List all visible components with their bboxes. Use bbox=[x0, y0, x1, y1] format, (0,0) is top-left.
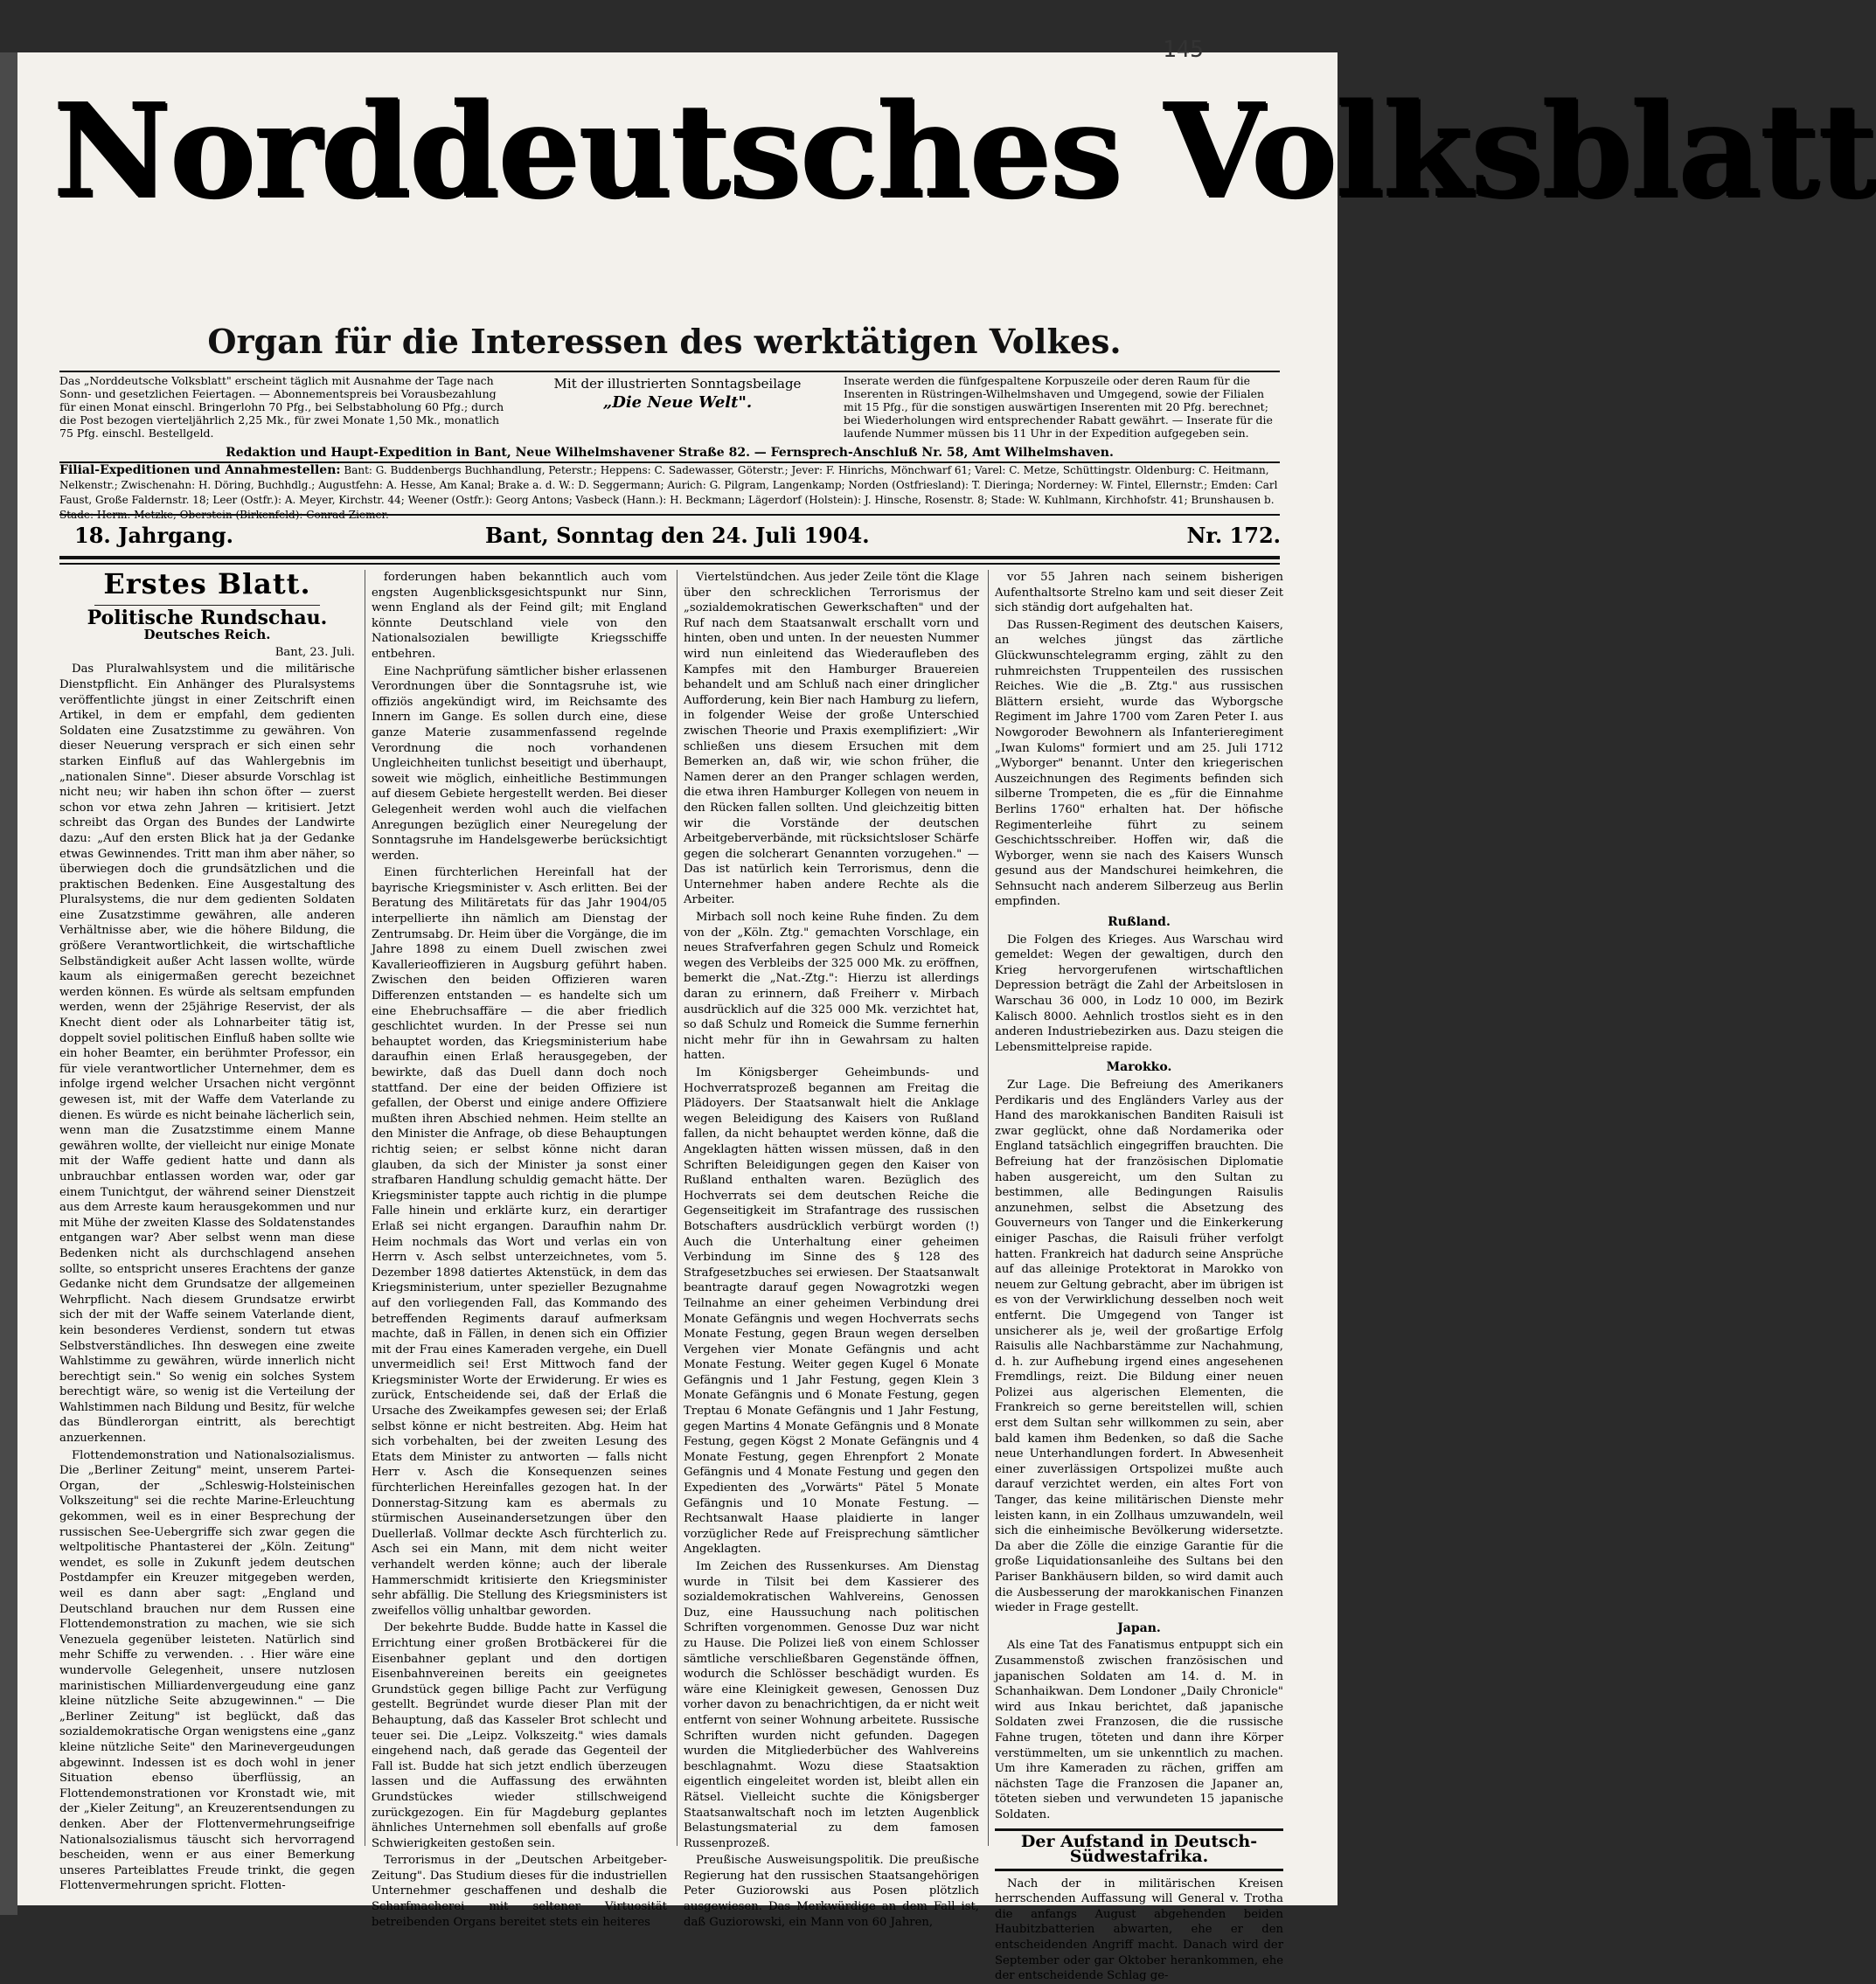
header-rule-top bbox=[59, 371, 1280, 372]
supplement-info bbox=[542, 374, 813, 444]
subsection-heading: Deutsches Reich. bbox=[143, 627, 271, 643]
article-paragraph: Die Folgen des Krieges. Aus Warschau wird gemeldet: Wegen der gewaltigen, durch den Krieg hervorgerufenen wirtschaftlichen Depression beträgt die Zahl der Arbeitslosen in Warschau 36 000, in Lodz 10 000, im Bezirk Kalisch 8000. Aehnlich trostlos sieht es in den anderen Industriebezirken aus. Dazu steigen die Lebensmittelpreise rapide. bbox=[995, 933, 1283, 1054]
article-paragraph: Als eine Tat des Fanatismus entpuppt sich ein Zusammenstoß zwischen französischen und japanischen Soldaten am 14. d. M. in Schanhaikwan. Dem Londoner „Daily Chronicle" wird aus Inkau berichtet, daß japanische Soldaten zwei Franzosen, die die russische Fahne trugen, töteten und dann ihre Körper verstümmelten, um sie unkenntlich zu machen. Um ihre Kameraden zu rächen, griffen am nächsten Tage die Franzosen die Japaner an, töteten sieben und verwundeten 15 japanische Soldaten. bbox=[995, 1639, 1283, 1821]
column-divider bbox=[988, 570, 989, 1846]
column-3 bbox=[684, 570, 979, 1929]
article-paragraph: Eine Nachprüfung sämtlicher bisher erlassenen Verordnungen über die Sonntagsruhe ist, wie offiziös angekündigt wird, im Reichsamte des Innern im Gange. Es sollen durch eine, diese ganze Materie zusammenfassend regelnde Verordnung die noch vorhandenen Ungleichheiten tunlichst beseitigt und überhaupt, soweit wie möglich, einheitliche Bestimmungen auf diesem Gebiete hergestellt werden. Bei dieser Gelegenheit werden wohl auch die vielfachen Anregungen bezüglich einer Neuregelung der Sonntagsruhe im Handelsgewerbe berücksichtigt werden. bbox=[372, 664, 667, 863]
article-paragraph: Terrorismus in der „Deutschen Arbeitgeber-Zeitung". Das Studium dieses für die industriellen Unternehmer geschaffenen und deshalb die Scharfmacherei mit seltener Virtuosität betreibenden Organs bereitet stets ein heiteres bbox=[372, 1854, 667, 1929]
advertising-info: Inserate werden die fünfgespaltene Korpuszeile oder deren Raum für die Inserenten in Rüstringen-Wilhelmshaven und Umgegend, sowie der Filialen mit 15 Pfg., für die sonstigen auswärtigen Inserenten mit 20 Pfg. berechnet; bei Wiederholungen wird entsprechender Rabatt gewährt. — Inserate für die laufende Nummer müssen bis 11 Uhr in der Expedition aufgegeben sein. bbox=[844, 374, 1273, 440]
article-paragraph: Das Russen-Regiment des deutschen Kaisers, an welches jüngst das zärtliche Glückwunschtelegramm erging, zählt zu den ruhmreichsten Truppenteilen des russischen Reiches. Wie die „B. Ztg." aus russischen Blättern ersieht, wurde das Wyborgsche Regiment im Jahre 1700 vom Zaren Peter I. aus Nowgoroder Bewohnern als Infanterieregiment „Iwan Kuloms" formiert und am 25. Juli 1712 „Wyborger" benannt. Unter den kriegerischen Auszeichnungen des Regiments befinden sich silberne Trompeten, die es „für die Einnahme Berlins 1760" erhalten hat. Der höfische Regimenterleihe führt zu seinem Geschichtsschreiber. Hoffen wir, daß die Wyborger, wenn sie nach des Kaisers Wunsch gesund aus der Mandschurei heimkehren, die Sehnsucht nach anderem Silberzeug aus Berlin empfinden. bbox=[995, 618, 1283, 909]
article-paragraph: forderungen haben bekanntlich auch vom engsten Augenblicksgesichtspunkt nur Sinn, wenn England als der Feind gilt; mit England könnte Deutschland viele von den Nationalsozialen bewilligte Kriegsschiffe entbehren. bbox=[372, 571, 667, 661]
article-paragraph: vor 55 Jahren nach seinem bisherigen Aufenthaltsorte Strelno kam und seit dieser Zeit sich ständig dort aufgehalten hat. bbox=[995, 571, 1283, 615]
article-paragraph: Nach der in militärischen Kreisen herrschenden Auffassung will General v. Trotha die anfangs August abgehenden beiden Haubitzbatterien abwarten, ehe er den entscheidenden Angriff macht. Danach wird der September oder gar Oktober herankommen, ehe der entscheidende Schlag ge- bbox=[995, 1876, 1283, 1983]
article-paragraph: Einen fürchterlichen Hereinfall hat der bayrische Kriegsminister v. Asch erlitten. Bei der Beratung des Militäretats für das Jahr 1904/05 interpellierte ihn nämlich am Dienstag der Zentrumsabg. Dr. Heim über die Vorgänge, die im Jahre 1898 zu einem Duell zwischen zwei Kavallerieoffizieren in Augsburg geführt haben. Zwischen den beiden Offizieren waren Differenzen entstanden — es handelte sich um eine Ehebruchsaffäre — die aber friedlich geschlichtet wurden. In der Presse sei nun behauptet worden, das Kriegsministerium habe daraufhin einen Erlaß herausgegeben, der bewirkte, daß das Duell dann doch noch stattfand. Der eine der beiden Offiziere ist gefallen, der Oberst und einige andere Offiziere mußten ihren Abschied nehmen. Heim stellte an den Minister die Anfrage, ob diese Behauptungen richtig seien; er selbst könne nicht daran glauben, da sich der Minister ja sonst einer strafbaren Handlung schuldig gemacht hätte. Der Kriegsminister tappte auch richtig in die plumpe Falle hinein und erklärte kurz, ein derartiger Erlaß sei nicht ergangen. Daraufhin nahm Dr. Heim nochmals das Wort und verlas ein von Herrn v. Asch selbst unterzeichnetes, vom 5. Dezember 1898 datiertes Aktenstück, in dem das Kriegsministerium, unter spezieller Bezugnahme auf den vorliegenden Fall, das Kommando des betreffenden Regiments darauf aufmerksam machte, daß in Fällen, in denen sich ein Offizier mit der Frau eines Kameraden vergehe, ein Duell unvermeidlich sei! Erst Mittwoch fand der Kriegsminister Worte der Erwiderung. Er wies es zurück, Entscheidende sei, daß der Erlaß die Ursache des Zweikampfes gewesen sei; der Erlaß selbst könne er nicht bestreiten. Abg. Heim hat sich vorbehalten, bei der zweiten Lesung des Etats dem Minister zu antworten — falls nicht Herr v. Asch die Konsequenzen seines fürchterlichen Hereinfalles gezogen hat. In der Donnerstag-Sitzung kam es abermals zu stürmischen Auseinandersetzungen über den Duellerlaß. Vollmar deckte Asch fürchterlich zu. Asch sei ein Mann, mit dem nicht weiter verhandelt werden könne; auch der liberale Hammerschmidt kritisierte den Kriegsminister sehr abfällig. Die Stellung des Kriegsministers ist zweifellos völlig unhaltbar geworden. bbox=[372, 866, 667, 1618]
boxed-headline: Der Aufstand in Deutsch-Südwestafrika. bbox=[995, 1828, 1283, 1871]
issue-number: Nr. 172. bbox=[1186, 523, 1281, 548]
article-paragraph: Im Zeichen des Russenkurses. Am Dienstag wurde in Tilsit bei dem Kassierer des sozialdemokratischen Wahlvereins, Genossen Duz, eine Haussuchung nach politischen Schriften vorgenommen. Genosse Duz war nicht zu Hause. Die Polizei ließ von einem Schlosser sämtliche verschließbaren Gegenstände öffnen, wodurch die Schlösser beschädigt wurden. Es wäre eine Kleinigkeit gewesen, Genossen Duz vorher davon zu benachrichtigen, da er nicht weit entfernt von seiner Wohnung arbeitete. Russische Schriften wurden nicht gefunden. Dagegen wurden die Mitgliederbücher des Wahlvereins beschlagnahmt. Wozu diese Staatsaktion eigentlich eingeleitet worden ist, bleibt allen ein Rätsel. Vielleicht suchte die Königsberger Staatsanwaltschaft noch im letzten Augenblick Belastungsmaterial zu dem famosen Russenprozeß. bbox=[684, 1560, 979, 1850]
filial-list: Bant: G. Buddenbergs Buchhandlung, Peterstr.; Heppens: C. Sadewasser, Göterstr.; Jever: F. Hinrichs, Mönchwarf 61; Varel: C. Metze, Schüttingstr. Oldenburg: C. Heitmann, Nelkenstr.; Zwischenahn: H. Döring, Buchhdlg.; Augustfehn: A. Hesse, Am Kanal; Brake a. d. W.: D. Seggermann; Aurich: G. Pilgram, Langenkamp; Norden (Ostfriesland): T. Dieringa; Norderney: W. Fintel, Ellernstr.; Emden: Carl Faust, Große Faldernstr. 18; Leer (Ostfr.): A. Meyer, Kirchstr. 44; Weener (Ostfr.): Georg Antons; Vasbeck (Hann.): H. Beckmann; Lägerdorf (Holstein): J. Hinsche, Rosenstr. 8; Stade: W. Kuhlmann, Kirchhofstr. 41; Brunshausen b. Stade: Herm. Metzke, Oberstein (Birkenfeld): Conrad Ziemer. bbox=[59, 464, 1278, 521]
country-heading: Japan. bbox=[1117, 1620, 1161, 1635]
place-date: Bant, 23. Juli. bbox=[274, 645, 355, 659]
dateline-rule bbox=[59, 556, 1280, 559]
section-heading: Politische Rundschau. bbox=[87, 606, 328, 629]
redaktion-line: Redaktion und Haupt-Expedition in Bant, Neue Wilhelmshavener Straße 82. — Fernsprech-Anschluß Nr. 58, Amt Wilhelmshaven. bbox=[226, 446, 1114, 460]
subscription-info: Das „Norddeutsche Volksblatt" erscheint täglich mit Ausnahme der Tage nach Sonn- und gesetzlichen Feiertagen. — Abonnementspreis bei Vorausbezahlung für einen Monat einschl. Bringerlohn 70 Pfg., bei Selbstabholung 60 Pfg.; durch die Post bezogen vierteljährlich 2,25 Mk., für zwei Monate 1,50 Mk., monatlich 75 Pfg. einschl. Bestellgeld. bbox=[59, 374, 504, 440]
volume-label: 18. Jahrgang. bbox=[74, 523, 234, 548]
article-paragraph: Viertelstündchen. Aus jeder Zeile tönt die Klage über den schrecklichen Terrorismus der „sozialdemokratischen Gewerkschaften" und der Ruf nach dem Staatsanwalt erschallt vorn und hinten, oben und unten. In der neuesten Nummer wird nun einleitend das Wiederaufleben des Kampfes mit den Hamburger Brauereien behandelt und am Schluß nach einer dringlicher Aufforderung, kein Bier nach Hamburg zu liefern, in folgender Weise der große Unterschied zwischen Theorie und Praxis exemplifiziert: „Wir schließen uns diesem Ersuchen mit dem Bemerken an, daß wir, wie schon früher, die Namen derer an den Pranger schlagen werden, die etwa ihren Hamburger Kollegen von neuem in den Rücken fallen sollten. Und gleichzeitig bitten wir die Vorstände der deutschen Arbeitgeberverbände, mit rücksichtsloser Schärfe gegen die solcherart Genannten vorzugehen." — Das ist natürlich kein Terrorismus, denn die Unternehmer haben andere Rechte als die Arbeiter. bbox=[684, 571, 979, 907]
header-rule-low bbox=[59, 514, 1280, 516]
page-number: 145 bbox=[1163, 37, 1204, 63]
section-rule bbox=[94, 605, 320, 606]
article-paragraph: Mirbach soll noch keine Ruhe finden. Zu dem von der „Köln. Ztg." gemachten Vorschlage, ein neues Strafverfahren gegen Schulz und Romeick wegen des Verbleibs der 325 000 Mk. zu eröffnen, bemerkt die „Nat.-Ztg.": Hierzu ist allerdings daran zu erinnern, daß Freiherr v. Mirbach ausdrücklich auf die 325 000 Mk. verzichtet hat, so daß Schulz und Romeick die Summe fernerhin nicht mehr für ihn in Gewahrsam zu halten hatten. bbox=[684, 911, 979, 1063]
binding-edge bbox=[0, 52, 17, 1915]
article-paragraph: Zur Lage. Die Befreiung des Amerikaners Perdikaris und des Engländers Varley aus der Hand des marokkanischen Banditen Raisuli ist zwar geglückt, ohne daß Nordamerika oder England tatsächlich eingegriffen brauchten. Die Befreiung hat der französischen Diplomatie haben ausgereicht, um den Sultan zu bestimmen, alle Bedingungen Raisulis anzunehmen, selbst die Absetzung des Gouverneurs von Tanger und die Einkerkerung einiger Paschas, die Raisuli früher verfolgt hatten. Frankreich hat dadurch seine Ansprüche auf das alleinige Protektorat in Marokko von neuem zur Geltung gebracht, aber im übrigen ist es von der Verwirklichung desselben noch weit entfernt. Die Umgegend von Tanger ist unsicherer als je, weil der großartige Erfolg Raisulis alle Nachbarstämme zur Nachahmung, d. h. zur Aufhebung irgend eines angesehenen Fremdlings, reizt. Die Bildung einer neuen Polizei aus algerischen Elementen, die Frankreich so gerne bereitstellen will, schien erst dem Sultan sehr willkommen zu sein, aber bald kamen ihm Bedenken, so daß die Sache neue Unterhandlungen fordert. In Abwesenheit einer zuverlässigen Ortspolizei mußte auch darauf verzichtet werden, ein altes Fort von Tanger, das keine militärischen Dienste mehr leisten kann, in ein Zollhaus umzuwandeln, weil sich die einheimische Bevölkerung widersetzte. Da aber die Zölle die einzige Garantie für die große Liquidationsanleihe des Sultans bei den Pariser Bankhäusern bilden, so wird damit auch die Ausbesserung der marokkanischen Finanzen wieder in Frage gestellt. bbox=[995, 1079, 1283, 1615]
filial-expeditionen bbox=[59, 463, 1280, 521]
column-2 bbox=[372, 570, 667, 1929]
section-banner: Erstes Blatt. bbox=[103, 567, 311, 600]
supplement-title: „Die Neue Welt". bbox=[602, 393, 753, 412]
article-paragraph: Im Königsberger Geheimbunds- und Hochverratsprozeß begannen am Freitag die Plädoyers. Der Staatsanwalt hielt die Anklage wegen Beleidigung des Kaisers von Rußland fallen, da nicht behauptet werden könne, daß die Angeklagten hätten wissen müssen, daß in den Schriften Beleidigungen gegen den Kaiser von Rußland enthalten waren. Bezüglich des Hochverrats sei dem deutschen Reiche die Gegenseitigkeit im Strafantrage des russischen Botschafters ausdrücklich verbürgt worden (!) Auch die Unterhaltung einer geheimen Verbindung im Sinne des § 128 des Strafgesetzbuches sei erwiesen. Der Staatsanwalt beantragte darauf gegen Nowagrotzki wegen Teilnahme an einer geheimen Verbindung drei Monate Gefängnis und wegen Hochverrats sechs Monate Festung, gegen Braun wegen derselben Vergehen vier Monate Gefängnis und acht Monate Festung. Weiter gegen Kugel 6 Monate Gefängnis und 1 Jahr Festung, gegen Klein 3 Monate Gefängnis und 6 Monate Festung, gegen Treptau 6 Monate Gefängnis und 1 Jahr Festung, gegen Martins 4 Monate Gefängnis und 8 Monate Festung, gegen Kögst 2 Monate Gefängnis und 4 Monate Festung, gegen Ehrenpfort 2 Monate Gefängnis und 4 Monate Festung und gegen den Expedienten des „Vorwärts" Pätel 5 Monate Gefängnis und 10 Monate Festung. — Rechtsanwalt Haase plaidierte in langer vorzüglicher Rede auf Freisprechung sämtlicher Angeklagten. bbox=[684, 1066, 979, 1557]
article-paragraph: Flottendemonstration und Nationalsozialismus. Die „Berliner Zeitung" meint, unserem Partei-Organ, der „Schleswig-Holsteinischen Volkszeitung" sei die rechte Marine-Erleuchtung gekommen, weil es in einer Besprechung der russischen See-Uebergriffe sich zwar gegen die weltpolitische Phantasterei der „Köln. Zeitung" wendet, es solle in Zukunft jedem deutschen Postdampfer ein Kreuzer mitgegeben werden, weil es dann aber sagt: „England und Deutschland brauchen nur dem Russen eine Flottendemonstration zu machen, wie sie sich Venezuela gegenüber leisteten. Natürlich sind mehr Schiffe zu verwenden. . . Hier wäre eine wundervolle Gelegenheit, unsere nutzlosen marinistischen Milliardenvergeudung eine ganz kleine nützliche Seite abzugewinnen." — Die „Berliner Zeitung" ist beglückt, daß das sozialdemokratische Organ wenigstens eine „ganz kleine nützliche Seite" den Marinevergeudungen abgewinnt. Indessen ist es doch wohl in jener Situation ebenso überflüssig, an Flottendemonstrationen vor Kronstadt wie, mit der „Kieler Zeitung", an Kreuzerentsendungen zu denken. Aber der Flottenvermehrungseifrige Nationalsozialismus täuscht sich hervorragend bescheiden, wenn er aus einer Bemerkung unseres Parteiblattes Freude trinkt, die gegen Flottenvermehrungen spricht. Flotten- bbox=[59, 1448, 355, 1893]
country-heading: Rußland. bbox=[1108, 915, 1171, 930]
country-heading: Marokko. bbox=[1106, 1060, 1172, 1075]
date-label: Bant, Sonntag den 24. Juli 1904. bbox=[485, 523, 870, 548]
filial-heading: Filial-Expeditionen und Annahmestellen: bbox=[59, 463, 341, 477]
article-paragraph: Preußische Ausweisungspolitik. Die preußische Regierung hat den russischen Staatsangehörigen Peter Guziorowski aus Posen plötzlich ausgewiesen. Das Merkwürdige an dem Fall ist, daß Guziorowski, ein Mann von 60 Jahren, bbox=[684, 1854, 979, 1929]
masthead-subtitle: Organ für die Interessen des werktätigen Volkes. bbox=[207, 322, 1122, 361]
article-paragraph: Der bekehrte Budde. Budde hatte in Kassel die Errichtung einer großen Brotbäckerei für die Eisenbahner geplant und den dortigen Eisenbahnvereinen bereits ein geeignetes Grundstück gegen billige Pacht zur Verfügung gestellt. Begründet wurde dieser Plan mit der Behauptung, daß das Kasseler Brot schlecht und teuer sei. Die „Leipz. Volkszeitg." wies damals eingehend nach, daß gerade das Gegenteil der Fall ist. Budde hat sich jetzt endlich überzeugen lassen und die Auffassung des erwähnten Grundstückes wieder stillschweigend zurückgezogen. Ein für Magdeburg geplantes ähnliches Unternehmen soll ebenfalls auf große Schwierigkeiten gestoßen sein. bbox=[372, 1621, 667, 1850]
masthead-title: Norddeutsches Volksblatt bbox=[52, 74, 1876, 226]
column-1 bbox=[59, 567, 355, 1893]
article-paragraph: Das Pluralwahlsystem und die militärische Dienstpflicht. Ein Anhänger des Pluralsystems veröffentlichte jüngst in einer Zeitschrift einen Artikel, in dem er empfahl, dem gedienten Soldaten eine Zusatzstimme zu gewähren. Von dieser Neuerung versprach er sich einen sehr starken Einfluß auf das Wahlergebnis im „nationalen Sinne". Dieser absurde Vorschlag ist nicht neu; wir haben ihn schon öfter — zuerst schon vor etwa zehn Jahren — kritisiert. Jetzt schreibt das Organ des Bundes der Landwirte dazu: „Auf den ersten Blick hat ja der Gedanke etwas Gewinnendes. Tritt man ihm aber näher, so überwiegen doch die grundsätzlichen und die praktischen Bedenken. Eine Ausgestaltung des Pluralsystems, die nur dem gedienten Soldaten eine Zusatzstimme gewähren, alle anderen Verhältnisse aber, wie die höhere Bildung, die größere Verantwortlichkeit, die wirtschaftliche Selbständigkeit außer Acht lassen wollte, würde kaum als einigermaßen gerecht bezeichnet werden können. Es würde als seltsam empfunden werden, wenn der 25jährige Reservist, der als Knecht dient oder als Lohnarbeiter tätig ist, doppelt soviel politischen Einfluß haben sollte wie ein hoher Beamter, ein berühmter Professor, ein für viele verantwortlicher Unternehmer, dem es infolge irgend welcher Ursachen nicht vergönnt gewesen ist, mit der Waffe dem Vaterlande zu dienen. Es würde es nicht beinahe lächerlich sein, wenn man die Zusatzstimme einem Manne gewähren wollte, der vielleicht nur einige Monate mit der Waffe gedient hatte und dann als unbrauchbar entlassen worden war, oder gar einem Tunichtgut, der während seiner Dienstzeit aus dem Arreste kaum herausgekommen und nur mit Mühe der zweiten Klasse des Soldatenstandes entgangen war? Aber selbst wenn man diese Bedenken nicht als durchschlagend ansehen sollte, so entspricht unseres Erachtens der ganze Gedanke nicht dem Grundsatze der allgemeinen Wehrpflicht. Nach diesem Grundsatze erwirbt sich der mit der Waffe seinem Vaterlande dient, kein besonderes Verdienst, sondern tut etwas Selbstverständliches. Ihn deswegen eine zweite Wahlstimme zu gewähren, würde innerlich nicht berechtigt sein." So wenig ein solches System berechtigt wäre, so wenig ist die Verteilung der Wahlstimmen nach Bildung und Besitz, für welche das Bündlerorgan eintritt, als berechtigt anzuerkennen. bbox=[59, 662, 355, 1446]
column-4 bbox=[995, 570, 1283, 1983]
dateline-rule-thin bbox=[59, 563, 1280, 565]
supplement-line: Mit der illustrierten Sonntagsbeilage bbox=[553, 376, 802, 392]
